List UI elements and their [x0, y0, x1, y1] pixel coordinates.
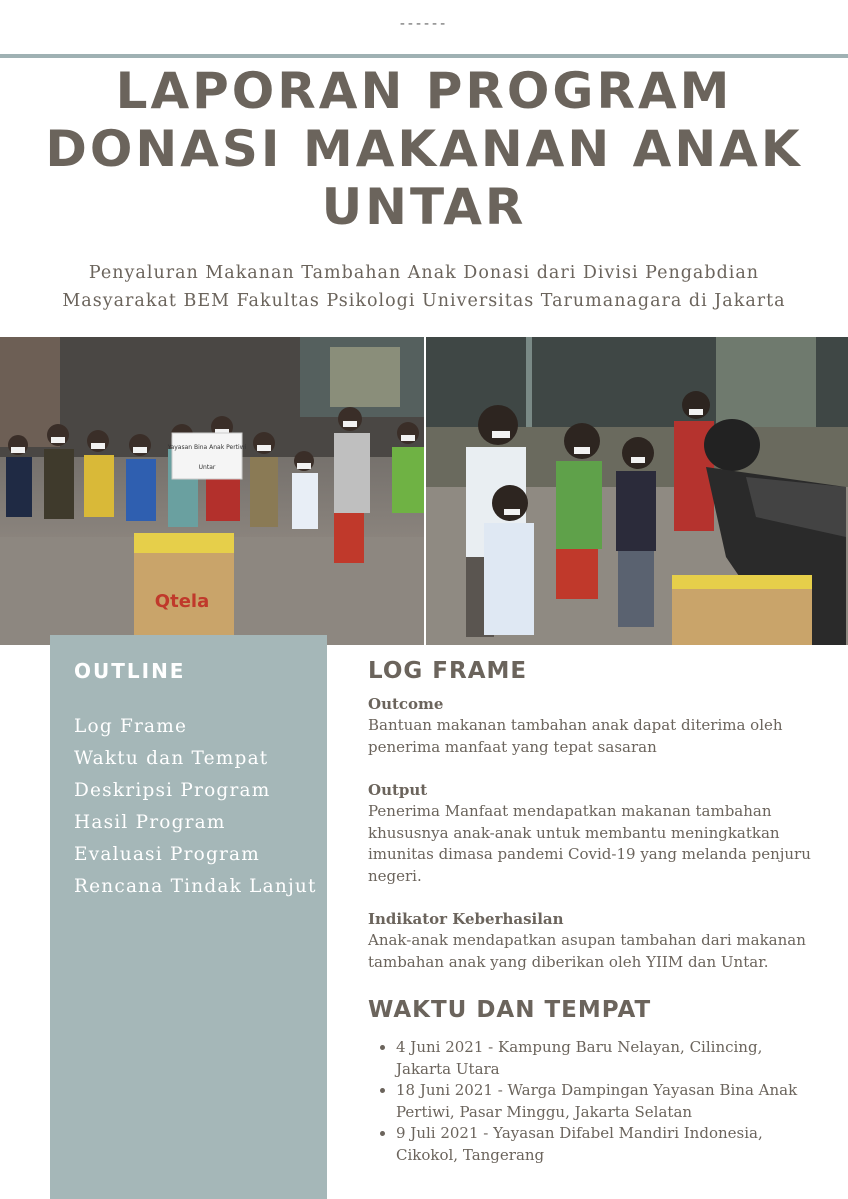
outline-title: OUTLINE — [74, 659, 186, 683]
outline-item-waktu-dan-tempat[interactable]: Waktu dan Tempat — [74, 748, 269, 769]
outcome-text: Bantuan makanan tambahan anak dapat diterima oleh penerima manfaat yang tepat sasaran — [368, 716, 783, 756]
list-item: • 4 Juni 2021 - Kampung Baru Nelayan, Cilincing, Jakarta Utara — [396, 1037, 818, 1080]
outline-item-deskripsi-program[interactable]: Deskripsi Program — [74, 780, 271, 801]
list-item: • 18 Juni 2021 - Warga Dampingan Yayasan Bina Anak Pertiwi, Pasar Minggu, Jakarta Selatan — [396, 1080, 818, 1123]
waktu-tempat-title: WAKTU DAN TEMPAT — [368, 997, 652, 1023]
page-title: LAPORAN PROGRAM DONASI MAKANAN ANAK UNTAR — [45, 62, 803, 236]
photo-distribution — [426, 337, 848, 645]
sign-label-2: Untar — [198, 464, 216, 471]
indicator-heading: Indikator Keberhasilan — [368, 910, 564, 928]
output-text: Penerima Manfaat mendapatkan makanan tambahan khususnya anak-anak untuk membantu meningkatkan imunitas dimasa pandemi Covid-19 yang melanda penjuru negeri. — [368, 802, 811, 885]
waktu-tempat-list — [368, 1037, 818, 1166]
outcome-heading: Outcome — [368, 695, 444, 713]
outline-item-rencana-tindak-lanjut[interactable]: Rencana Tindak Lanjut — [74, 876, 317, 897]
outline-sidebar — [50, 635, 327, 1199]
outline-item-evaluasi-program[interactable]: Evaluasi Program — [74, 844, 261, 865]
box-brand: Qtela — [154, 591, 210, 612]
list-item: • 9 Juli 2021 - Yayasan Difabel Mandiri Indonesia, Cikokol, Tangerang — [396, 1123, 818, 1166]
output-heading: Output — [368, 781, 428, 799]
top-dashes: ------ — [399, 16, 449, 32]
outline-item-hasil-program[interactable]: Hasil Program — [74, 812, 226, 833]
photo-distribution-illustration — [426, 337, 848, 645]
outline-item-log-frame[interactable]: Log Frame — [74, 716, 188, 737]
outline-list — [74, 711, 317, 903]
main-content — [368, 658, 818, 1166]
photo-children-group — [0, 337, 424, 645]
photo-strip — [0, 337, 848, 645]
top-rule — [0, 54, 848, 58]
indicator-text: Anak-anak mendapatkan asupan tambahan dari makanan tambahan anak yang diberikan oleh YIIM dan Untar. — [368, 931, 806, 971]
page-subtitle: Penyaluran Makanan Tambahan Anak Donasi dari Divisi Pengabdian Masyarakat BEM Fakultas Psikologi Universitas Tarumanagara di Jakarta — [62, 263, 786, 311]
log-frame-title: LOG FRAME — [368, 658, 528, 684]
sign-label: Yayasan Bina Anak Pertiwi — [167, 444, 247, 451]
photo-children-group-illustration — [0, 337, 424, 645]
